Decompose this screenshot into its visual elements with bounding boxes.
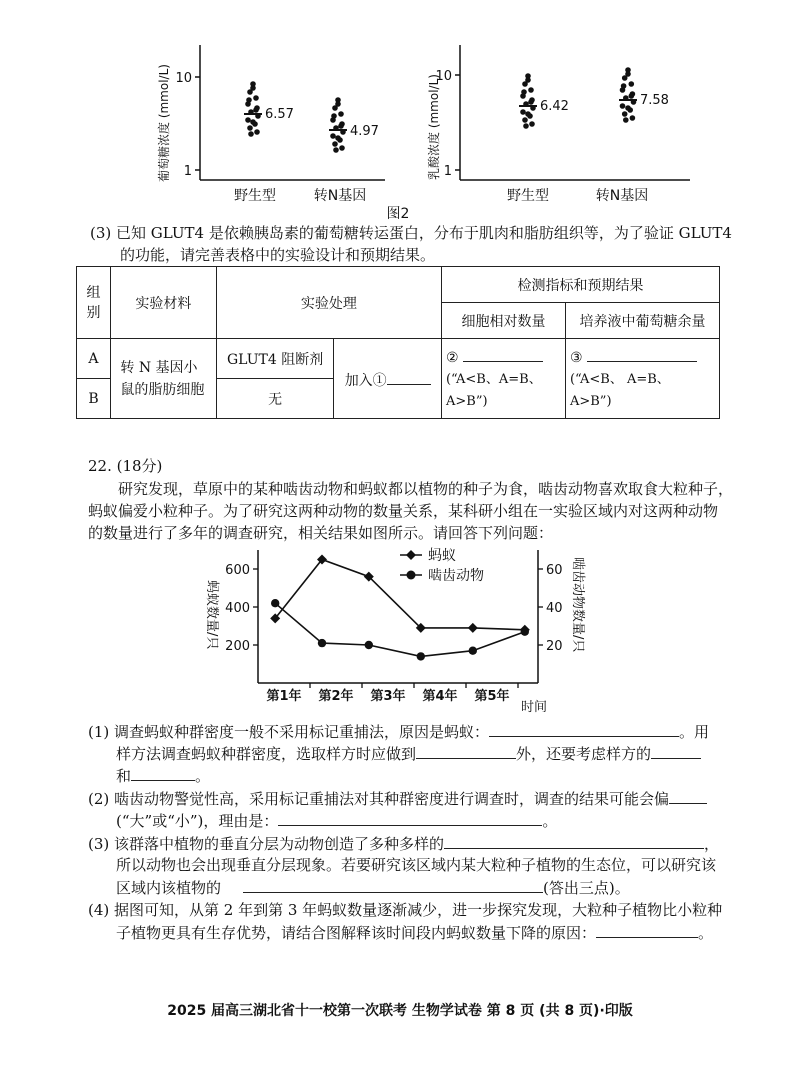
glucose-wild-point bbox=[245, 117, 251, 123]
table-header-detect: 检测指标和预期结果 bbox=[441, 267, 719, 303]
experiment-table bbox=[76, 266, 720, 419]
legend-marker-ant bbox=[406, 550, 416, 560]
lactate-transgenic-point bbox=[621, 83, 627, 89]
q22-1-line1: (1) 调查蚂蚁种群密度一般不采用标记重捕法，原因是蚂蚁： 。用 bbox=[88, 720, 709, 743]
table-header-glucose: 培养液中葡萄糖余量 bbox=[565, 303, 719, 339]
series-line-rodent bbox=[275, 603, 525, 656]
q22-3-line3: 区域内该植物的 (答出三点)。 bbox=[88, 876, 630, 899]
legend-marker-rodent bbox=[407, 571, 416, 580]
answer-blank-3[interactable] bbox=[587, 345, 697, 362]
data-point-rodent bbox=[318, 639, 326, 647]
chart-ytick-left: 400 bbox=[225, 601, 250, 616]
q22-1-line2: 样方法调查蚂蚁种群密度，选取样方时应做到 外，还要考虑样方的 bbox=[88, 742, 701, 765]
glucose-wild-point bbox=[250, 85, 256, 91]
glucose-transgenic-point bbox=[332, 141, 338, 147]
glucose-ytick-1: 1 bbox=[183, 164, 192, 179]
answer-blank-1[interactable] bbox=[387, 368, 431, 385]
lactate-wild-point bbox=[529, 121, 535, 127]
glucose-transgenic-point bbox=[331, 113, 337, 119]
glucose-wild-mean: 6.57 bbox=[265, 107, 294, 122]
q22-intro-3: 的数量进行了多年的调查研究，相关结果如图所示。请回答下列问题： bbox=[88, 524, 554, 542]
table-header-treatment: 实验处理 bbox=[216, 267, 441, 339]
table-glucose-answer: ③ (“A<B、 A=B、A>B”) bbox=[565, 339, 719, 419]
figure-2 bbox=[140, 30, 700, 230]
glucose-transgenic-point bbox=[330, 133, 336, 139]
glucose-transgenic-point bbox=[335, 135, 341, 141]
chart-legend bbox=[400, 547, 484, 584]
q22-3-line2: 所以动物也会出现垂直分层现象。若要研究该区域内某大粒种子植物的生态位，可以研究该 bbox=[116, 856, 717, 874]
chart-xtick: 第2年 bbox=[318, 689, 354, 704]
answer-blank-q3-2[interactable] bbox=[243, 876, 543, 893]
lactate-transgenic-point bbox=[625, 71, 631, 77]
glucose-transgenic-point bbox=[338, 123, 344, 129]
glucose-xlabel-transgenic: 转N基因 bbox=[313, 188, 367, 204]
lactate-wild-point bbox=[525, 111, 531, 117]
series-line-ant bbox=[275, 560, 525, 630]
lactate-ytick-10: 10 bbox=[435, 69, 452, 84]
q21-3-line1: (3) 已知 GLUT4 是依赖胰岛素的葡萄糖转运蛋白，分布于肌肉和脂肪组织等，为了验证 GLUT4 bbox=[90, 224, 732, 242]
table-row-a-label: A bbox=[77, 339, 111, 379]
table-cells-answer: ② (“A<B、A=B、A>B”) bbox=[441, 339, 565, 419]
table-material: 转 N 基因小鼠的脂肪细胞 bbox=[110, 339, 216, 419]
chart-ytick-left: 200 bbox=[225, 639, 250, 654]
legend-label-ant: 蚂蚁 bbox=[428, 548, 456, 564]
lactate-xlabel-transgenic: 转N基因 bbox=[595, 188, 649, 204]
q22-4-line1: (4) 据图可知，从第 2 年到第 3 年蚂蚁数量逐渐减少，进一步探究发现，大粒种子植物比小粒种 bbox=[88, 901, 723, 919]
lactate-transgenic-point bbox=[620, 103, 626, 109]
lactate-transgenic-point bbox=[629, 93, 635, 99]
table-add-cell: 加入① bbox=[334, 339, 442, 419]
lactate-transgenic-point bbox=[630, 115, 636, 121]
lactate-wild-point bbox=[521, 89, 527, 95]
lactate-transgenic-point bbox=[623, 117, 629, 123]
lactate-chart bbox=[426, 45, 690, 204]
lactate-transgenic-point bbox=[629, 81, 635, 87]
table-header-cells: 细胞相对数量 bbox=[441, 303, 565, 339]
glucose-transgenic-point bbox=[339, 145, 345, 151]
figure-2-caption: 图2 bbox=[386, 206, 410, 222]
q22-1-line3: 和 。 bbox=[88, 764, 210, 787]
answer-blank-q1-2[interactable] bbox=[416, 742, 516, 759]
q22-4-line2: 子植物更具有生存优势，请结合图解释该时间段内蚂蚁数量下降的原因： 。 bbox=[88, 921, 713, 944]
chart-xtick: 第3年 bbox=[370, 689, 406, 704]
table-header-material: 实验材料 bbox=[110, 267, 216, 339]
answer-blank-q3-1[interactable] bbox=[444, 832, 704, 849]
chart-ytick-right: 20 bbox=[546, 639, 563, 654]
q22-2-line2: (“大”或“小”)，理由是： 。 bbox=[88, 809, 557, 832]
glucose-wild-point bbox=[248, 131, 254, 137]
data-point-ant bbox=[468, 623, 478, 633]
glucose-wild-dots bbox=[244, 81, 262, 137]
glucose-xlabel-wild: 野生型 bbox=[234, 188, 276, 204]
answer-blank-q1-1[interactable] bbox=[489, 720, 679, 737]
answer-blank-q2-2[interactable] bbox=[278, 809, 542, 826]
answer-blank-q4[interactable] bbox=[596, 921, 698, 938]
data-point-rodent bbox=[271, 599, 279, 607]
chart-ylabel-left: 蚂蚁数量/只 bbox=[204, 580, 219, 650]
lactate-wild-point bbox=[520, 109, 526, 115]
q22-2-line1: (2) 啮齿动物警觉性高，采用标记重捕法对其种群密度进行调查时，调查的结果可能会偏 bbox=[88, 787, 707, 810]
lactate-wild-mean: 6.42 bbox=[540, 99, 569, 114]
glucose-ytick-10: 10 bbox=[175, 71, 192, 86]
page-footer: 2025 届高三湖北省十一校第一次联考 生物学试卷 第 8 页 (共 8 页)·印版 bbox=[167, 1003, 633, 1019]
table-treat-a: GLUT4 阻断剂 bbox=[216, 339, 334, 379]
data-point-rodent bbox=[469, 647, 477, 655]
lactate-wild-dots bbox=[519, 73, 537, 129]
answer-blank-q2-1[interactable] bbox=[669, 787, 707, 804]
glucose-wild-point bbox=[253, 107, 259, 113]
answer-blank-2[interactable] bbox=[463, 345, 543, 362]
lactate-xlabel-wild: 野生型 bbox=[507, 188, 549, 204]
data-point-rodent bbox=[365, 641, 373, 649]
lactate-wild-point bbox=[525, 77, 531, 83]
glucose-transgenic-point bbox=[333, 147, 339, 153]
lactate-transgenic-mean: 7.58 bbox=[640, 93, 669, 108]
q22-intro-1: 研究发现，草原中的某种啮齿动物和蚂蚁都以植物的种子为食，啮齿动物喜欢取食大粒种子， bbox=[118, 480, 734, 498]
table-header-group: 组别 bbox=[77, 267, 111, 339]
q22-3-line1: (3) 该群落中植物的垂直分层为动物创造了多种多样的 ， bbox=[88, 832, 719, 855]
q22-intro-2: 蚂蚁偏爱小粒种子。为了研究这两种动物的数量关系，某科研小组在一实验区域内对这两种动物 bbox=[88, 502, 719, 520]
table-treat-b: 无 bbox=[216, 379, 334, 419]
chart-xtick: 第4年 bbox=[422, 689, 458, 704]
chart-ytick-left: 600 bbox=[225, 563, 250, 578]
population-chart bbox=[190, 545, 610, 725]
lactate-wild-point bbox=[528, 87, 534, 93]
answer-blank-q1-3[interactable] bbox=[651, 742, 701, 759]
chart-xlabel: 时间 bbox=[520, 700, 548, 715]
chart-xtick: 第5年 bbox=[474, 689, 510, 704]
glucose-wild-point bbox=[254, 129, 260, 135]
lactate-transgenic-dots bbox=[619, 67, 637, 123]
legend-label-rodent: 啮齿动物 bbox=[428, 568, 484, 584]
glucose-wild-point bbox=[247, 125, 253, 131]
glucose-wild-point bbox=[246, 97, 252, 103]
glucose-ylabel: 葡萄糖浓度 (mmol/L) bbox=[157, 64, 171, 182]
glucose-transgenic-dots bbox=[329, 97, 347, 153]
lactate-transgenic-point bbox=[622, 111, 628, 117]
glucose-chart bbox=[156, 45, 385, 204]
chart-ytick-right: 40 bbox=[546, 601, 563, 616]
answer-blank-q1-4[interactable] bbox=[131, 764, 195, 781]
data-point-rodent bbox=[417, 652, 425, 660]
q21-3-line2: 的功能，请完善表格中的实验设计和预期结果。 bbox=[120, 246, 436, 264]
lactate-wild-point bbox=[528, 99, 534, 105]
glucose-transgenic-point bbox=[335, 101, 341, 107]
lactate-wild-point bbox=[523, 123, 529, 129]
lactate-wild-point bbox=[522, 117, 528, 123]
table-row-b-label: B bbox=[77, 379, 111, 419]
lactate-ylabel: 乳酸浓度 (mmol/L) bbox=[427, 74, 441, 180]
chart-ylabel-right: 啮齿动物数量/只 bbox=[570, 557, 585, 653]
glucose-wild-point bbox=[250, 119, 256, 125]
glucose-transgenic-point bbox=[338, 111, 344, 117]
glucose-wild-point bbox=[253, 95, 259, 101]
glucose-transgenic-mean: 4.97 bbox=[350, 124, 379, 139]
chart-ytick-right: 60 bbox=[546, 563, 563, 578]
chart-xtick: 第1年 bbox=[266, 689, 302, 704]
q22-header: 22. (18分) bbox=[88, 457, 163, 475]
lactate-transgenic-point bbox=[625, 105, 631, 111]
lactate-ytick-1: 1 bbox=[443, 164, 452, 179]
data-point-rodent bbox=[521, 628, 529, 636]
